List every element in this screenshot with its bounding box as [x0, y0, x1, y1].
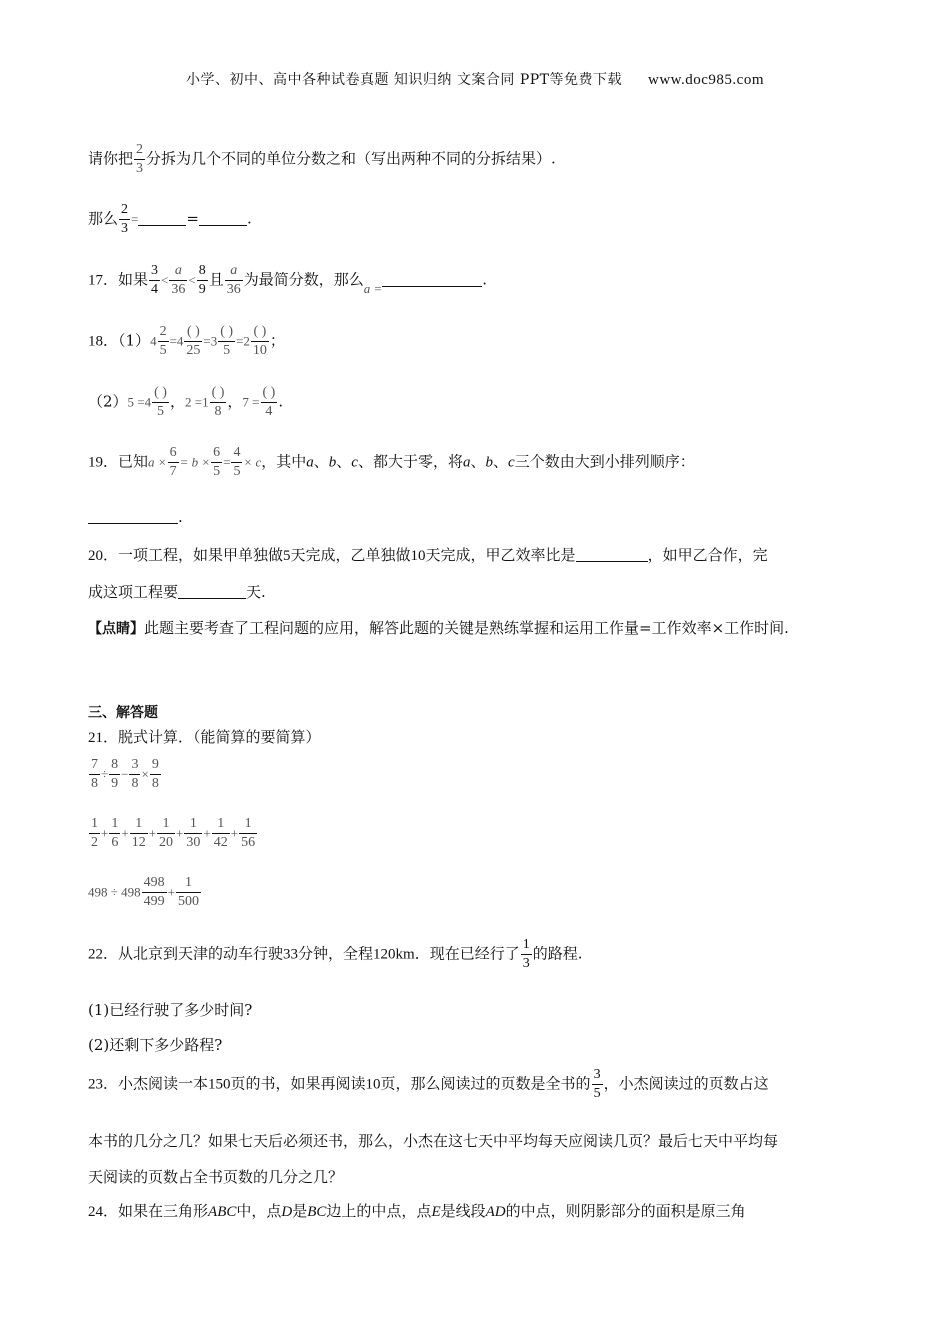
text-span: 已知 — [118, 452, 149, 471]
text-span: 1 — [212, 817, 230, 834]
header-url[interactable]: www.doc985.com — [648, 72, 765, 88]
text-span: c — [351, 454, 358, 471]
text-span: 33 — [283, 946, 299, 963]
text-span: 498 — [142, 876, 167, 893]
text-span: ( ) — [261, 386, 278, 403]
fraction — [169, 264, 187, 297]
text-span: 一项工程，如果甲单独做 — [118, 546, 284, 564]
fraction — [184, 817, 202, 850]
q24 — [88, 1200, 746, 1221]
text-span: 10 — [410, 548, 426, 564]
fraction — [109, 817, 120, 850]
text-span: 如果 — [118, 270, 149, 289]
text-span: 3 — [121, 221, 129, 236]
text-span: 2 — [119, 203, 130, 220]
fraction — [89, 758, 100, 791]
text-span: 1 — [176, 876, 201, 893]
text-span: 9 — [111, 776, 119, 791]
text-span: b — [485, 454, 493, 471]
text-span: 2 — [134, 143, 145, 160]
text-span: 42 — [213, 835, 228, 850]
text-span: 且 — [208, 270, 224, 289]
fraction — [150, 758, 161, 791]
text-span: 12 — [131, 835, 146, 850]
fraction — [168, 446, 179, 479]
text-span: 4 — [176, 333, 184, 349]
text-span: 4 — [151, 282, 159, 297]
page-header — [0, 69, 950, 89]
text-span: a — [225, 264, 243, 281]
text-span: 3 — [136, 161, 144, 176]
text-span: ( ) — [184, 325, 202, 342]
text-span: 脱式计算．（能简算的要简算） — [118, 728, 321, 746]
text-span: 5 — [233, 464, 241, 479]
text-span: 2 — [158, 325, 169, 342]
text-span: . — [482, 270, 488, 289]
fraction — [197, 264, 208, 297]
q23-line2: 本书的几分之几？如果七天后必须还书，那么，小杰在这七天中平均每天应阅读几页？最后七天中平均每 — [88, 1132, 779, 1150]
q21-expr2 — [88, 817, 258, 850]
text-span: 36 — [226, 282, 241, 297]
text-span: 499 — [143, 894, 165, 909]
text-span: 1 — [89, 817, 100, 834]
text-span: = — [203, 333, 211, 349]
fraction — [218, 325, 235, 358]
text-span: = — [169, 333, 177, 349]
text-span: （1） — [118, 331, 151, 350]
text-span: 9 — [150, 758, 161, 775]
text-span: 从北京到天津的动车行驶 — [118, 944, 284, 963]
text-span: 7 — [89, 758, 100, 775]
text-span: 150 — [208, 1076, 231, 1093]
text-span: . — [178, 508, 183, 526]
fraction — [251, 325, 269, 358]
q17 — [88, 264, 487, 297]
fraction — [119, 203, 130, 236]
text-span: + — [101, 825, 109, 841]
text-span: 5 — [223, 343, 231, 358]
text-span: 请你把 — [88, 149, 134, 168]
text-span: ； — [269, 331, 285, 350]
fraction — [152, 386, 169, 419]
text-span: 如果在三角形 — [118, 1202, 209, 1220]
text-span: E — [431, 1204, 441, 1220]
text-span: a × — [148, 454, 167, 470]
text-span: 1 — [184, 817, 202, 834]
fraction — [592, 1068, 603, 1101]
text-span: ，小杰阅读过的页数占这 — [603, 1074, 769, 1093]
q16-line2 — [88, 203, 252, 236]
answer-blank[interactable] — [382, 272, 482, 287]
text-span: 7 = — [242, 394, 260, 410]
text-span: 页的书，如果再阅读 — [230, 1074, 366, 1093]
text-span: 7 — [169, 464, 177, 479]
text-span: 56 — [241, 835, 256, 850]
text-span: 8 — [151, 776, 159, 791]
text-span: 8 — [214, 404, 222, 419]
text-span: + — [148, 825, 157, 841]
text-span: a — [169, 264, 187, 281]
header-text: 小学、初中、高中各种试卷真题 知识归纳 文案合同 PPT等免费下载 — [185, 72, 622, 88]
text-span: D — [281, 1204, 293, 1220]
text-span: 5 — [593, 1086, 601, 1101]
fraction — [109, 758, 120, 791]
text-span: 8 — [109, 758, 120, 775]
text-span: 1 — [239, 817, 257, 834]
text-span: BC — [307, 1204, 327, 1220]
text-span: a = — [363, 280, 383, 296]
q22 — [88, 938, 583, 971]
text-span: 天. — [246, 583, 266, 601]
text-span: 、都大于零，将 — [357, 452, 463, 471]
text-span: 30 — [186, 835, 201, 850]
text-span: 8 — [131, 776, 139, 791]
q16-line1 — [88, 143, 556, 176]
text-span: + — [167, 884, 175, 900]
text-span: + — [176, 825, 184, 841]
answer-blank[interactable] — [178, 584, 246, 599]
text-span: 5 — [159, 343, 167, 358]
text-span: 500 — [177, 894, 199, 909]
text-span: ， — [169, 392, 185, 411]
q19-answer-line — [88, 508, 183, 526]
text-span: 9 — [198, 282, 206, 297]
fraction — [129, 758, 140, 791]
text-span: 2 = — [184, 394, 203, 410]
text-span: 3 — [149, 264, 160, 281]
q20-line2 — [88, 581, 266, 602]
text-span: 2 — [243, 333, 250, 349]
text-span: 4 — [144, 394, 152, 410]
fraction — [211, 446, 222, 479]
answer-blank[interactable] — [138, 211, 186, 226]
text-span: 4 — [231, 446, 242, 463]
text-span: 3 — [592, 1068, 603, 1085]
fraction — [89, 817, 100, 850]
fraction — [521, 938, 532, 971]
text-span: 【点睛】 — [88, 621, 144, 637]
text-span: = — [223, 454, 231, 470]
q18-part2 — [88, 386, 283, 419]
q21-expr1 — [88, 758, 162, 791]
text-span: 5 = — [127, 394, 145, 410]
text-span: 1 — [157, 817, 175, 834]
fraction — [261, 386, 278, 419]
text-span: 是 — [292, 1202, 308, 1220]
text-span: 那么 — [88, 209, 119, 228]
text-span: < — [188, 272, 196, 288]
fraction — [142, 876, 167, 909]
text-span: 8 — [91, 776, 98, 791]
answer-blank[interactable] — [199, 211, 247, 226]
fraction — [225, 264, 243, 297]
text-span: 23． — [88, 1076, 119, 1093]
text-span: b — [328, 454, 337, 471]
q23-line1 — [88, 1068, 769, 1101]
q18-part1 — [88, 325, 285, 358]
fraction — [184, 325, 202, 358]
text-span: 分钟，全程 — [298, 944, 374, 963]
text-span: ABC — [208, 1204, 237, 1220]
text-span: 边上的中点，点 — [326, 1202, 432, 1220]
text-span: 、 — [470, 452, 486, 471]
text-span: 是线段 — [440, 1202, 486, 1220]
text-span: 2 — [91, 835, 98, 850]
text-span: 3 — [522, 956, 530, 971]
text-span: （2） — [88, 392, 128, 411]
text-span: . — [278, 392, 284, 411]
text-span: 天完成，乙单独做 — [290, 546, 411, 564]
text-span: 19． — [88, 454, 119, 471]
text-span: ．现在已经行了 — [414, 944, 520, 963]
text-span: 5 — [213, 464, 221, 479]
text-span: ( ) — [210, 386, 227, 403]
fraction — [157, 817, 175, 850]
text-span: 8 — [197, 264, 208, 281]
text-span: 1 — [130, 817, 148, 834]
text-span: 页，那么阅读过的页数是全书的 — [380, 1074, 591, 1093]
text-span: 此题主要考查了工程问题的应用，解答此题的关键是熟练掌握和运用工作量=工作效率×工作时间. — [144, 619, 789, 637]
text-span: AD — [485, 1204, 506, 1220]
text-span: 、 — [313, 452, 329, 471]
text-span: 的路程. — [532, 944, 583, 963]
fraction — [239, 817, 257, 850]
text-span: 3 — [129, 758, 140, 775]
text-span: 1 — [521, 938, 532, 955]
text-span: 成这项工程要 — [88, 583, 179, 601]
text-span: ，其中 — [261, 452, 307, 471]
text-span: × c — [243, 454, 262, 470]
text-span: 4 — [150, 333, 157, 349]
q21 — [88, 726, 321, 747]
text-span: 为最简分数，那么 — [243, 270, 364, 289]
text-span: 10 — [365, 1076, 381, 1093]
text-span: < — [161, 272, 169, 288]
text-span: 5 — [283, 548, 291, 564]
q20-tip — [88, 617, 789, 638]
text-span: ，如甲乙合作，完 — [647, 546, 768, 564]
q20-line1 — [88, 544, 768, 565]
text-span: 6 — [111, 835, 119, 850]
text-span: 1 — [202, 394, 209, 410]
text-span: a — [306, 454, 314, 471]
text-span: 120km — [373, 946, 415, 963]
q19 — [88, 446, 695, 479]
text-span: 20 — [159, 835, 174, 850]
text-span: 17． — [88, 272, 119, 289]
text-span: × — [141, 766, 149, 782]
q22-sub2: (2)还剩下多少路程? — [88, 1036, 223, 1054]
text-span: 22． — [88, 946, 119, 963]
text-span: 18． — [88, 333, 119, 350]
q23-line3: 天阅读的页数占全书页数的几分之几？ — [88, 1168, 344, 1186]
answer-blank[interactable] — [88, 509, 178, 524]
text-span: 24． — [88, 1204, 119, 1220]
text-span: ( ) — [251, 325, 269, 342]
fraction — [130, 817, 148, 850]
text-span: = — [186, 209, 199, 228]
text-span: 分拆为几个不同的单位分数之和（写出两种不同的分拆结果）. — [146, 149, 556, 168]
text-span: 的中点，则阴影部分的面积是原三角 — [505, 1202, 746, 1220]
text-span: 25 — [186, 343, 201, 358]
text-span: 中，点 — [236, 1202, 282, 1220]
text-span: ( ) — [152, 386, 169, 403]
q22-sub1: (1)已经行驶了多少时间? — [88, 1001, 253, 1019]
text-span: 20． — [88, 548, 119, 564]
text-span: 三个数由大到小排列顺序： — [514, 452, 695, 471]
fraction — [231, 446, 242, 479]
fraction — [134, 143, 145, 176]
text-span: 小杰阅读一本 — [118, 1074, 209, 1093]
text-span: + — [121, 825, 129, 841]
text-span: 、 — [336, 452, 352, 471]
text-span: + — [230, 825, 239, 841]
text-span: 、 — [493, 452, 509, 471]
fraction — [158, 325, 169, 358]
text-span: 3 — [210, 333, 218, 349]
text-span: 6 — [168, 446, 179, 463]
fraction — [149, 264, 160, 297]
text-span: 36 — [171, 282, 186, 297]
text-span: c — [508, 454, 515, 471]
text-span: 498 ÷ 498 — [88, 884, 141, 900]
text-span: 4 — [265, 404, 273, 419]
text-span: ， — [227, 392, 243, 411]
text-span: 1 — [109, 817, 120, 834]
q21-expr3 — [88, 876, 202, 909]
text-span: 10 — [252, 343, 267, 358]
fraction — [212, 817, 230, 850]
text-span: 21． — [88, 730, 119, 746]
answer-blank[interactable] — [576, 547, 648, 562]
text-span: 6 — [211, 446, 222, 463]
text-span: = b × — [179, 454, 211, 470]
section-title: 三、解答题 — [88, 705, 158, 721]
text-span: − — [121, 766, 129, 782]
text-span: a — [462, 454, 471, 471]
text-span: 天完成，甲乙效率比是 — [425, 546, 576, 564]
text-span: ( ) — [218, 325, 235, 342]
fraction — [176, 876, 201, 909]
text-span: = — [131, 211, 139, 227]
text-span: ÷ — [101, 766, 109, 782]
text-span: 5 — [157, 404, 165, 419]
text-span: . — [246, 209, 252, 228]
text-span: = — [236, 333, 244, 349]
text-span: + — [203, 825, 211, 841]
fraction — [210, 386, 227, 419]
